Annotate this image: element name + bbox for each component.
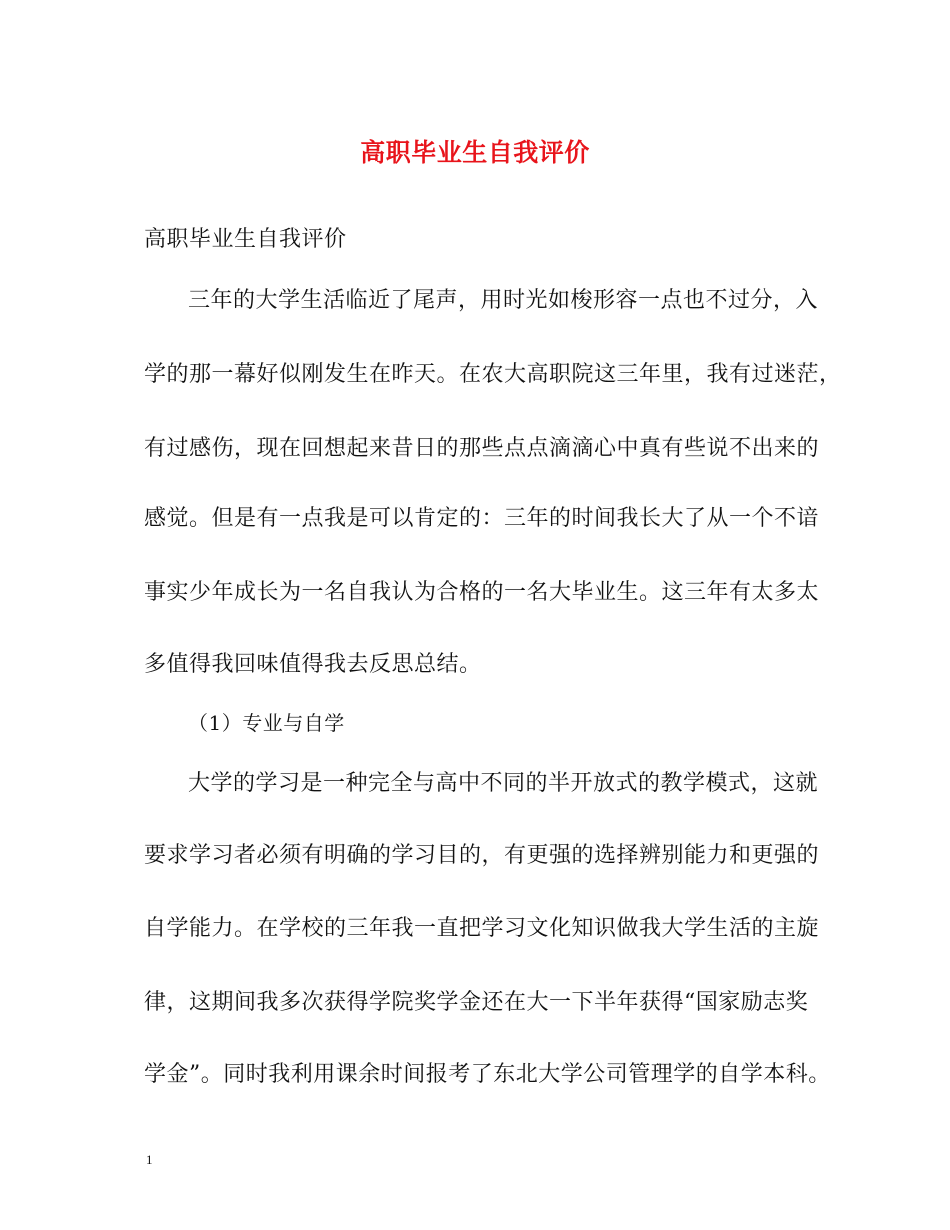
paragraph-line: 学的那一幕好似刚发生在昨天。在农大高职院这三年里，我有过迷茫， bbox=[144, 362, 842, 387]
paragraph-line: 要求学习者必须有明确的学习目的，有更强的选择辨别能力和更强的 bbox=[144, 843, 820, 868]
page-number: 1 bbox=[146, 1152, 153, 1167]
paragraph-line: 多值得我回味值得我去反思总结。 bbox=[144, 652, 482, 677]
paragraph-line: 感觉。但是有一点我是可以肯定的：三年的时间我长大了从一个不谙 bbox=[144, 506, 820, 531]
document-title: 高职毕业生自我评价 bbox=[360, 138, 590, 167]
paragraph-line: 事实少年成长为一名自我认为合格的一名大毕业生。这三年有太多太 bbox=[144, 580, 820, 605]
paragraph-line: 有过感伤，现在回想起来昔日的那些点点滴滴心中真有些说不出来的 bbox=[144, 436, 820, 461]
document-subtitle: 高职毕业生自我评价 bbox=[144, 227, 347, 252]
paragraph-line: 三年的大学生活临近了尾声，用时光如梭形容一点也不过分，入 bbox=[188, 288, 819, 313]
section-heading: （1）专业与自学 bbox=[188, 711, 345, 735]
paragraph-line: 自学能力。在学校的三年我一直把学习文化知识做我大学生活的主旋 bbox=[144, 916, 820, 941]
paragraph-line: 学金”。同时我利用课余时间报考了东北大学公司管理学的自学本科。 bbox=[144, 1062, 831, 1087]
paragraph-line: 律，这期间我多次获得学院奖学金还在大一下半年获得“国家励志奖 bbox=[144, 990, 809, 1015]
paragraph-line: 大学的学习是一种完全与高中不同的半开放式的教学模式，这就 bbox=[188, 771, 819, 796]
